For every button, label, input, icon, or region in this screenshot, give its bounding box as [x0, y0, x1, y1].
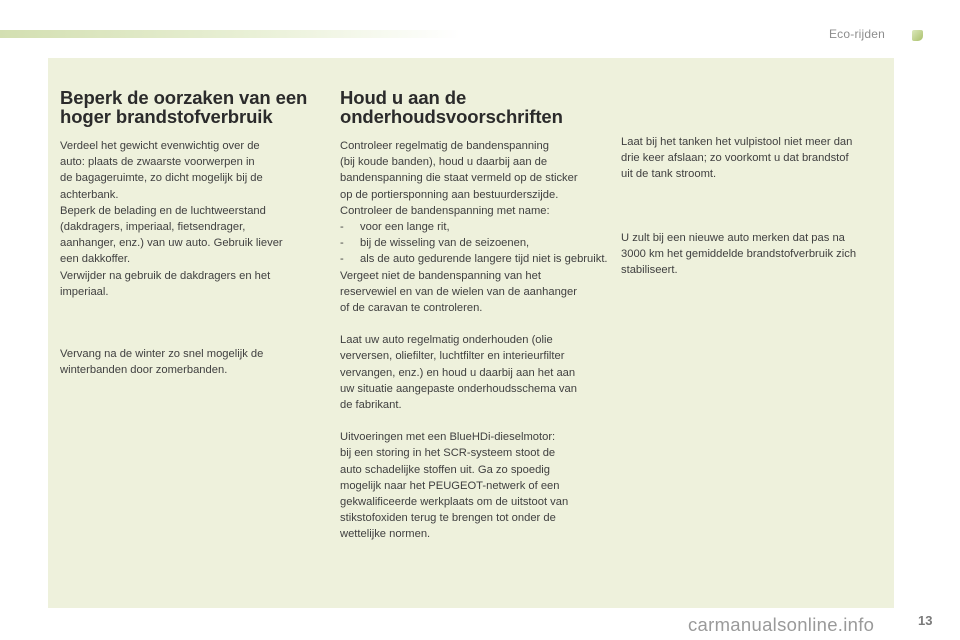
middle-heading-line-1: Houd u aan de — [340, 87, 467, 108]
right-paragraph-2 — [621, 230, 889, 279]
text-line: uit de tank stroomt. — [621, 168, 717, 181]
text-line: wettelijke normen. — [340, 528, 431, 541]
middle-heading — [340, 88, 610, 126]
text-line: drie keer afslaan; zo voorkomt u dat brandstof — [621, 152, 849, 165]
text-line: de fabrikant. — [340, 399, 402, 412]
page-number: 13 — [918, 613, 933, 628]
text-line: (dakdragers, imperiaal, fietsendrager, — [60, 221, 246, 234]
text-line: winterbanden door zomerbanden. — [60, 364, 228, 377]
left-heading-line-1: Beperk de oorzaken van een — [60, 87, 308, 108]
right-paragraph-1 — [621, 134, 889, 183]
text-line: Verwijder na gebruik de dakdragers en het — [60, 269, 271, 282]
text-line: Controleer de bandenspanning met name: — [340, 204, 550, 217]
text-line: een dakkoffer. — [60, 253, 131, 266]
list-item: - bij de wisseling van de seizoenen, — [340, 235, 610, 251]
tire-check-list — [340, 219, 610, 268]
left-heading — [60, 88, 328, 126]
text-line: imperiaal. — [60, 285, 109, 298]
middle-paragraph-2 — [340, 332, 610, 413]
text-line: Verdeel het gewicht evenwichtig over de — [60, 140, 260, 152]
text-line: op de portiersponning aan bestuurderszijde. — [340, 188, 559, 201]
middle-paragraph-1 — [340, 138, 610, 219]
text-line: gekwalificeerde werkplaats om de uitstoot van — [340, 496, 569, 509]
text-line: verversen, oliefilter, luchtfilter en interieurfilter — [340, 350, 565, 363]
content-panel — [48, 58, 894, 608]
left-heading-line-2: hoger brandstofverbruik — [60, 106, 273, 127]
text-line: auto: plaats de zwaarste voorwerpen in — [60, 156, 255, 169]
middle-paragraph-1b — [340, 268, 610, 317]
text-line: mogelijk naar het PEUGEOT-netwerk of een — [340, 479, 560, 492]
text-line: Vergeet niet de bandenspanning van het — [340, 269, 541, 282]
left-paragraph-1 — [60, 138, 328, 300]
column-left — [60, 88, 328, 378]
text-line: achterbank. — [60, 188, 119, 201]
text-line: vervangen, enz.) en houd u daarbij aan het aan — [340, 366, 576, 379]
text-line: Laat uw auto regelmatig onderhouden (olie — [340, 334, 553, 347]
text-line: bij een storing in het SCR-systeem stoot de — [340, 447, 556, 460]
text-line: stabiliseert. — [621, 264, 678, 277]
header-decoration-stripe — [0, 30, 460, 38]
watermark-text: carmanualsonline.info — [688, 614, 875, 635]
text-line: de bagageruimte, zo dicht mogelijk bij de — [60, 172, 263, 185]
middle-paragraph-3 — [340, 429, 610, 542]
list-item: - voor een lange rit, — [340, 219, 610, 235]
text-line: Controleer regelmatig de bandenspanning — [340, 140, 549, 152]
list-item: - als de auto gedurende langere tijd niet is gebruikt. — [340, 251, 610, 267]
text-line: Uitvoeringen met een BlueHDi-dieselmotor: — [340, 431, 556, 444]
text-line: 3000 km het gemiddelde brandstofverbruik zich — [621, 247, 857, 260]
column-right — [621, 134, 889, 278]
left-paragraph-2 — [60, 346, 328, 378]
text-line: Beperk de belading en de luchtweerstand — [60, 204, 266, 217]
section-title: Eco-rijden — [828, 27, 885, 41]
corner-tab-icon — [912, 30, 923, 41]
text-line: auto schadelijke stoffen uit. Ga zo spoedig — [340, 463, 551, 476]
text-line: Vervang na de winter zo snel mogelijk de — [60, 348, 264, 361]
text-line: uw situatie aangepaste onderhoudsschema van — [340, 382, 577, 395]
text-line: Laat bij het tanken het vulpistool niet meer dan — [621, 136, 853, 148]
middle-heading-line-2: onderhoudsvoorschriften — [340, 106, 563, 127]
text-line: U zult bij een nieuwe auto merken dat pas na — [621, 231, 845, 244]
text-line: (bij koude banden), houd u daarbij aan de — [340, 156, 548, 169]
column-middle — [340, 88, 610, 543]
text-line: stikstofoxiden terug te brengen tot onder de — [340, 512, 556, 525]
text-line: aanhanger, enz.) van uw auto. Gebruik liever — [60, 237, 283, 250]
text-line: bandenspanning die staat vermeld op de sticker — [340, 172, 578, 185]
text-line: reservewiel en van de wielen van de aanhanger — [340, 285, 577, 298]
text-line: of de caravan te controleren. — [340, 302, 483, 315]
